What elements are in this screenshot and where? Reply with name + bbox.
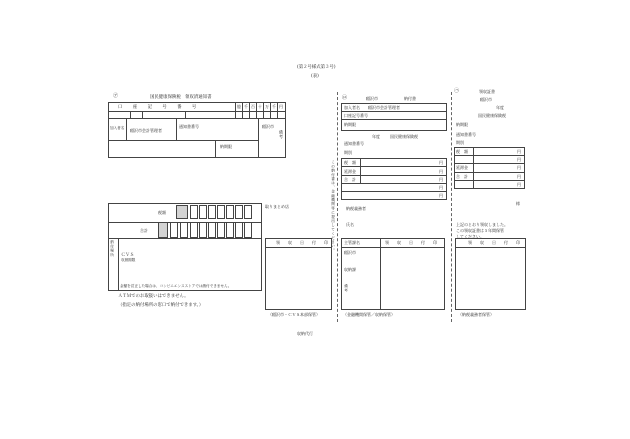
city-name: 稲沢市 [262,124,274,129]
separator-1 [337,92,338,322]
slip3-notice-label: 通知書番号 [456,132,476,137]
slip3-row-label: 延滞金 [456,165,468,170]
slip2-tax-type: 国民健康保険税 [390,134,418,139]
payment-place-vertical: 納付場所 [110,240,115,257]
slip2-payer-label: 加入者名 [344,105,360,110]
slip1-footer: （稲沢市・ＣＶＳ本部保管） [268,312,320,317]
slip3-tax-type: 国民健康保険税 [478,113,506,118]
payer-value: 稲沢市会計管理者 [130,128,162,133]
slip2-handler-box [341,238,445,310]
form-reference: (第２号様式第３号) [297,65,336,70]
slip2-handler-label: 主管課名 [344,240,360,245]
slip1-title: 国民健康保険税 領収済通知書 [150,95,212,100]
digit-header: 万 [265,104,269,109]
slip2-side-note: この納付書は、金融機関等に提出してください。 [331,160,336,253]
notice-number-label: 通知書番号 [179,124,199,129]
slip2-title: 納付書 [404,96,416,101]
digit-header: 円 [279,104,283,109]
deadline-label: 納期限 [220,144,232,149]
slip3-footer: （納税義務者保管） [458,312,494,317]
slip3-honorific: 様 [516,201,520,206]
digit-header: 億 [237,104,241,109]
slip2-notice-label: 通知書番号 [344,141,364,146]
slip2-row-label: 合 計 [344,177,356,182]
slip2-footer: （金融機関保管／収納保管） [343,312,395,317]
form-reference-sub: (表) [311,74,319,79]
window-note: （指定の納付場所の窓口で納付できます。） [118,303,204,308]
slip2-yen: 円 [439,193,443,198]
slip2-yen: 円 [439,169,443,174]
slip2-yen: 円 [439,185,443,190]
slip2-city: 稲沢市 [366,96,378,101]
slip3-yen: 円 [517,149,521,154]
digit-header: 百 [251,104,255,109]
slip2-yen: 円 [439,160,443,165]
slip2-account-label: 口座記号番号 [344,113,368,118]
slip3-year-label: 年度 [496,105,504,110]
slip3-yen: 円 [517,157,521,162]
slip2-tax-table [341,158,447,200]
slip3-yen: 円 [517,174,521,179]
slip2-stamp-label: 領 収 日 付 印 [385,240,439,245]
slip3-receipt-text3: してください。 [456,234,484,239]
slip3-receipt-text2: この領収証書は５年間保管 [456,228,504,233]
slip1-stamp-box [265,238,332,310]
slip2-year-label: 年度 [372,134,380,139]
slip3-yen: 円 [517,165,521,170]
separator-2 [451,92,452,322]
slip3-yen: 円 [517,182,521,187]
slip3-deadline-label: 納期限 [456,122,468,127]
slip3-stamp-box [455,238,526,310]
remarks-label: 備考 [279,130,284,140]
slip1-mark: ㋐ [113,93,119,99]
digit-header: 千 [244,104,248,109]
cvs-note: 金額を訂正した場合は、コンビニエンスストアでは納付できません。 [120,284,232,288]
slip2-payer-value: 稲沢市会計管理者 [368,105,400,110]
handler-store-label: 取りまとめ店 [265,204,289,209]
payer-label: 加入者名 [110,126,125,130]
tax-amount-label: 税額 [158,210,166,215]
slip3-receipt-text1: 上記のとおり領収しました。 [456,222,508,227]
digit-header: 十 [258,104,262,109]
slip3-row-label: 税 額 [456,149,468,154]
slip3-title: 領収証書 [479,89,495,94]
slip2-taxpayer-label: 納税義務者 [346,206,366,211]
account-number-header: 口 座 記 号 番 号 [118,105,200,110]
slip3-city: 稲沢市 [480,97,492,102]
slip2-yen: 円 [439,177,443,182]
slip2-name-label: 氏名 [346,222,354,227]
slip2-handler-value2: 収納課 [344,267,356,272]
slip2-row-label: 税 額 [344,160,356,165]
sum-label: 合計 [140,228,148,233]
bottom-agent-label: 収納代行 [297,331,313,336]
slip3-mark: ㋩ [454,88,460,94]
slip2-mark: ㋺ [342,95,348,101]
slip2-deadline-label: 納期限 [344,122,356,127]
slip2-remarks: 備考 [344,284,349,293]
slip3-stamp-label: 領 収 日 付 印 [468,240,522,245]
slip2-handler-value1: 稲沢市 [344,250,356,255]
cvs-label: ＣＶＳ [121,253,135,258]
cvs-sub-label: 収納期限 [121,258,136,262]
slip3-period-label: 期別 [456,140,464,145]
slip2-row-label: 延滞金 [344,169,356,174]
slip2-period-label: 期別 [344,150,352,155]
slip1-stamp-label: 領 収 日 付 印 [276,240,330,245]
slip3-row-label: 合 計 [456,174,468,179]
digit-header: 千 [272,104,276,109]
atm-note: ＡＴＭでのお取扱いはできません。 [118,294,189,299]
